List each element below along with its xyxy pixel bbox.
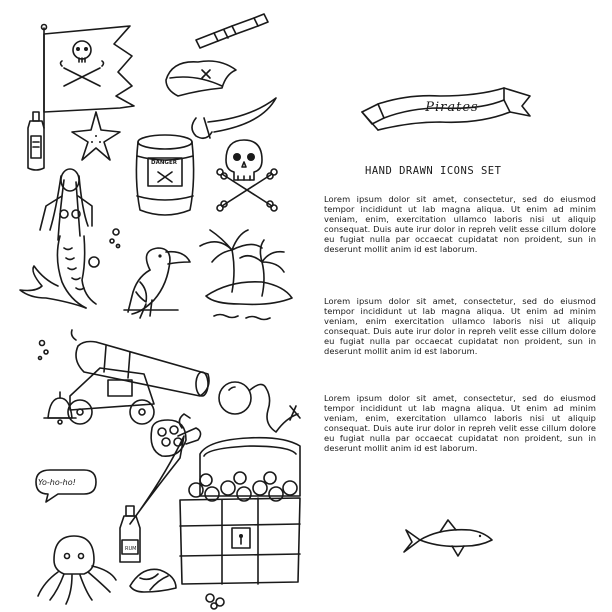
octopus-icon: [38, 536, 116, 604]
spyglass-icon: [196, 14, 268, 48]
treasure-chest-icon: [180, 438, 300, 609]
paragraph-2: Lorem ipsum dolor sit amet, consectetur, sed do eiusmod tempor incididunt ut lab magna aliqua. Ut enim ad minim veniam, enim exercitation ullamco laboris nisi ut aliquip consequat. Duis aute irur dolor in repreh velit esse cillum dolore eu fugiat nulla par occaecat cupidatat non proident, sun in deserunt mollit anim id est laborum.: [324, 296, 596, 357]
barrel-label: DANGER: [151, 160, 177, 166]
palm-island-icon: [200, 230, 292, 320]
subtitle: HAND DRAWN ICONS SET: [365, 165, 502, 177]
saber-icon: [192, 98, 276, 138]
paragraph-1: Lorem ipsum dolor sit amet, consectetur, sed do eiusmod tempor incididunt ut lab magna aliqua. Ut enim ad minim veniam, enim, exercitation ullamco laboris nisi ut aliquip consequat. Duis aute irur dolor in repreh velit esse cillum dolore eu fugiat nulla par occaecat cupidatat non proident, sun in deserunt mollit anim id est laborum.: [324, 194, 596, 255]
shark-icon: [404, 520, 492, 556]
cannon-icon: [68, 330, 209, 424]
cannonball-fuse-icon: [219, 382, 300, 432]
title-banner-text: Pirates: [425, 100, 479, 115]
gunpowder-barrel-icon: [136, 135, 193, 215]
mermaid-icon: [20, 169, 99, 308]
toucan-icon: [124, 248, 190, 318]
starfish-icon: [72, 112, 120, 160]
bubbles-icon: [39, 229, 120, 360]
rum-bottle-label: RUM: [125, 546, 137, 552]
tricorn-hat-icon: [166, 61, 236, 96]
seashell-icon: [130, 569, 176, 592]
paragraph-3: Lorem ipsum dolor sit amet, consectetur, sed do eiusmod tempor incididunt ut lab magna aliqua. Ut enim ad minim veniam, enim, exercitation ullamco laboris nisi ut aliquip consequat. Duis aute irur dolor in repreh velit esse cillum dolore eu fugiat nulla par occaecat cupidatat non proident, sun in deserunt mollit anim id est laborum.: [324, 393, 596, 454]
skull-crossbones-icon: [217, 140, 277, 211]
speech-bubble-text: Yo-ho-ho!: [38, 478, 76, 487]
jolly-roger-flag-icon: [42, 25, 135, 129]
message-bottle-icon: [28, 112, 44, 170]
